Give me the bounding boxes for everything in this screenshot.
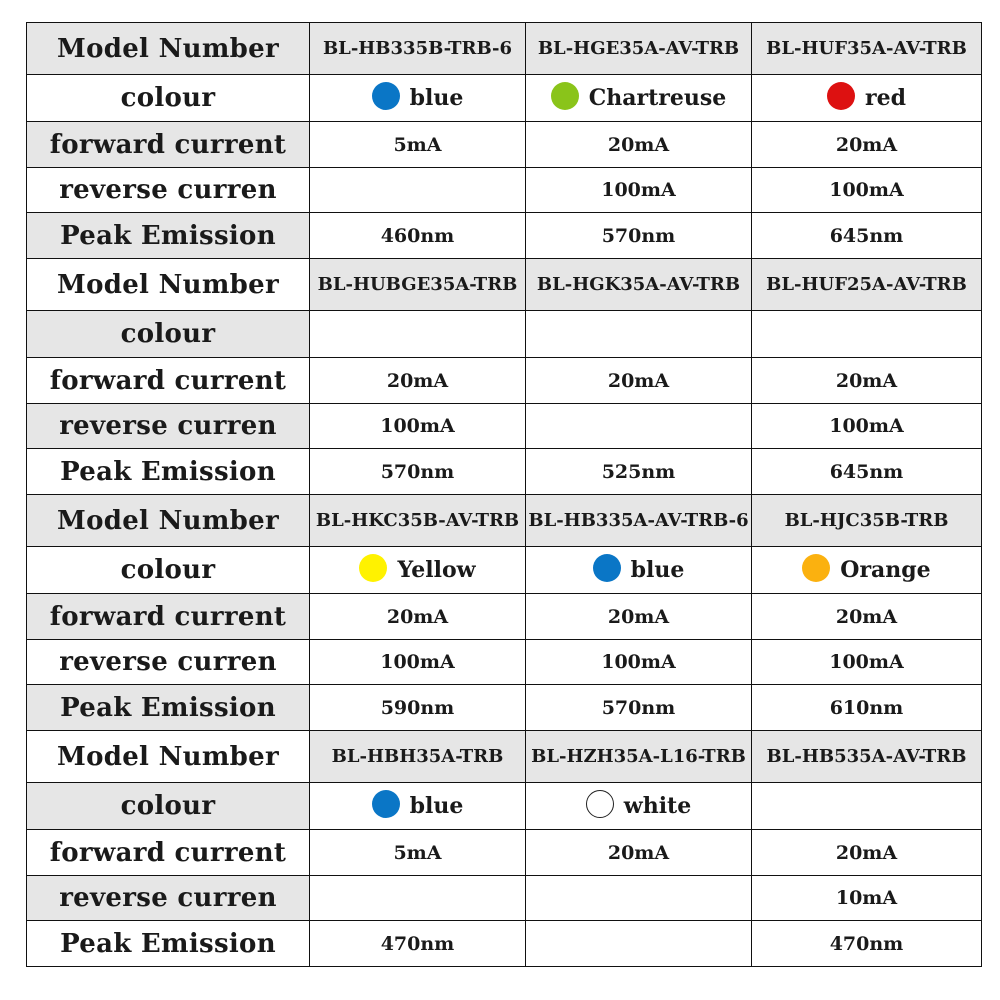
- colour-row: [27, 311, 982, 358]
- row-label-peak-emission: Peak Emission: [27, 685, 310, 731]
- forward-current-row: [27, 830, 982, 876]
- row-label-model: Model Number: [27, 495, 310, 547]
- model-cell: BL-HB535A-AV-TRB: [752, 731, 982, 783]
- peak-emission-row: [27, 921, 982, 967]
- model-cell: BL-HGK35A-AV-TRB: [526, 259, 752, 311]
- peak-emission-cell: 470nm: [310, 921, 526, 967]
- peak-emission-cell: 645nm: [752, 449, 982, 495]
- colour-cell: [526, 75, 752, 122]
- forward-current-cell: 5mA: [310, 122, 526, 168]
- model-cell: BL-HUF35A-AV-TRB: [752, 23, 982, 75]
- row-label-forward-current: forward current: [27, 594, 310, 640]
- colour-cell: [310, 547, 526, 594]
- forward-current-cell: 20mA: [752, 358, 982, 404]
- reverse-current-cell: 100mA: [752, 404, 982, 449]
- reverse-current-cell: 100mA: [310, 640, 526, 685]
- colour-cell: [752, 311, 982, 358]
- yellow-colour-dot-icon: [359, 554, 387, 582]
- peak-emission-cell: 570nm: [310, 449, 526, 495]
- reverse-current-cell: [526, 876, 752, 921]
- forward-current-cell: 20mA: [310, 358, 526, 404]
- model-number-row: [27, 259, 982, 311]
- peak-emission-cell: 570nm: [526, 213, 752, 259]
- led-spec-table: [26, 22, 982, 967]
- red-colour-dot-icon: [827, 82, 855, 110]
- reverse-current-cell: 100mA: [526, 168, 752, 213]
- row-label-reverse-current: reverse curren: [27, 640, 310, 685]
- forward-current-cell: 5mA: [310, 830, 526, 876]
- row-label-colour: colour: [27, 311, 310, 358]
- colour-cell: [752, 783, 982, 830]
- colour-name: blue: [409, 85, 464, 111]
- reverse-current-row: [27, 168, 982, 213]
- row-label-model: Model Number: [27, 731, 310, 783]
- colour-cell: [526, 547, 752, 594]
- reverse-current-cell: 100mA: [310, 404, 526, 449]
- chartreuse-colour-dot-icon: [551, 82, 579, 110]
- colour-name: Orange: [840, 557, 931, 583]
- forward-current-cell: 20mA: [526, 830, 752, 876]
- forward-current-cell: 20mA: [526, 358, 752, 404]
- row-label-model: Model Number: [27, 259, 310, 311]
- forward-current-cell: 20mA: [526, 122, 752, 168]
- blue-colour-dot-icon: [372, 790, 400, 818]
- colour-name: red: [865, 85, 906, 111]
- peak-emission-cell: 610nm: [752, 685, 982, 731]
- colour-cell: [310, 311, 526, 358]
- model-cell: BL-HGE35A-AV-TRB: [526, 23, 752, 75]
- reverse-current-cell: 100mA: [752, 168, 982, 213]
- peak-emission-row: [27, 213, 982, 259]
- peak-emission-cell: 470nm: [752, 921, 982, 967]
- reverse-current-cell: [310, 876, 526, 921]
- model-cell: BL-HKC35B-AV-TRB: [310, 495, 526, 547]
- row-label-peak-emission: Peak Emission: [27, 449, 310, 495]
- colour-name: white: [623, 793, 692, 819]
- reverse-current-row: [27, 876, 982, 921]
- white-colour-dot-icon: [586, 790, 614, 818]
- row-label-model: Model Number: [27, 23, 310, 75]
- colour-name: Yellow: [397, 557, 476, 583]
- row-label-peak-emission: Peak Emission: [27, 213, 310, 259]
- colour-row: [27, 547, 982, 594]
- peak-emission-cell: 460nm: [310, 213, 526, 259]
- model-cell: BL-HZH35A-L16-TRB: [526, 731, 752, 783]
- blue-colour-dot-icon: [372, 82, 400, 110]
- row-label-colour: colour: [27, 75, 310, 122]
- peak-emission-cell: 525nm: [526, 449, 752, 495]
- model-cell: BL-HBH35A-TRB: [310, 731, 526, 783]
- row-label-colour: colour: [27, 547, 310, 594]
- colour-cell: [310, 783, 526, 830]
- forward-current-cell: 20mA: [752, 122, 982, 168]
- model-number-row: [27, 23, 982, 75]
- model-cell: BL-HB335B-TRB-6: [310, 23, 526, 75]
- peak-emission-cell: 645nm: [752, 213, 982, 259]
- model-cell: BL-HB335A-AV-TRB-6: [526, 495, 752, 547]
- reverse-current-cell: 10mA: [752, 876, 982, 921]
- peak-emission-cell: [526, 921, 752, 967]
- forward-current-cell: 20mA: [310, 594, 526, 640]
- reverse-current-row: [27, 640, 982, 685]
- colour-name: blue: [630, 557, 685, 583]
- row-label-colour: colour: [27, 783, 310, 830]
- colour-row: [27, 783, 982, 830]
- colour-cell: [310, 75, 526, 122]
- forward-current-row: [27, 358, 982, 404]
- model-cell: BL-HJC35B-TRB: [752, 495, 982, 547]
- forward-current-cell: 20mA: [752, 830, 982, 876]
- reverse-current-cell: 100mA: [526, 640, 752, 685]
- colour-cell: [752, 547, 982, 594]
- peak-emission-cell: 570nm: [526, 685, 752, 731]
- model-cell: BL-HUF25A-AV-TRB: [752, 259, 982, 311]
- reverse-current-cell: [526, 404, 752, 449]
- colour-cell: [752, 75, 982, 122]
- row-label-reverse-current: reverse curren: [27, 168, 310, 213]
- colour-name: Chartreuse: [588, 85, 727, 111]
- row-label-reverse-current: reverse curren: [27, 876, 310, 921]
- forward-current-row: [27, 122, 982, 168]
- spec-table-body: [27, 23, 982, 967]
- reverse-current-cell: 100mA: [752, 640, 982, 685]
- colour-cell: [526, 783, 752, 830]
- blue-colour-dot-icon: [593, 554, 621, 582]
- forward-current-cell: 20mA: [526, 594, 752, 640]
- model-number-row: [27, 495, 982, 547]
- row-label-forward-current: forward current: [27, 830, 310, 876]
- reverse-current-row: [27, 404, 982, 449]
- reverse-current-cell: [310, 168, 526, 213]
- colour-cell: [526, 311, 752, 358]
- model-cell: BL-HUBGE35A-TRB: [310, 259, 526, 311]
- colour-row: [27, 75, 982, 122]
- peak-emission-row: [27, 685, 982, 731]
- row-label-reverse-current: reverse curren: [27, 404, 310, 449]
- forward-current-row: [27, 594, 982, 640]
- peak-emission-row: [27, 449, 982, 495]
- row-label-forward-current: forward current: [27, 358, 310, 404]
- row-label-forward-current: forward current: [27, 122, 310, 168]
- row-label-peak-emission: Peak Emission: [27, 921, 310, 967]
- colour-name: blue: [409, 793, 464, 819]
- peak-emission-cell: 590nm: [310, 685, 526, 731]
- model-number-row: [27, 731, 982, 783]
- orange-colour-dot-icon: [802, 554, 830, 582]
- forward-current-cell: 20mA: [752, 594, 982, 640]
